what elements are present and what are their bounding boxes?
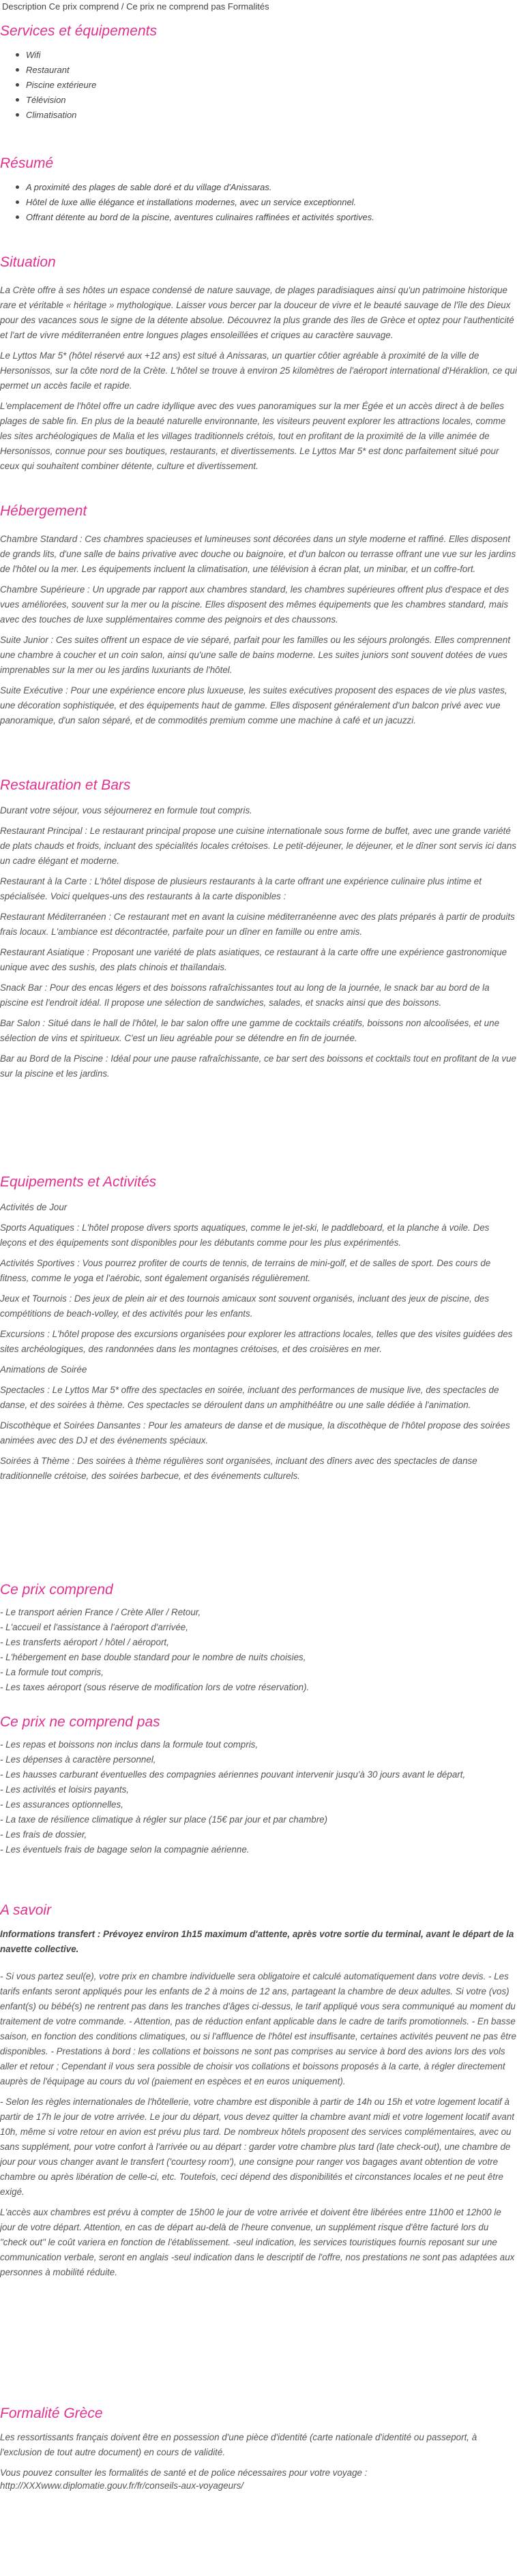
list-item: Offrant détente au bord de la piscine, aventures culinaires raffinées et activités sportives. [26, 210, 517, 225]
list-item: - Les taxes aéroport (sous réserve de modification lors de votre réservation). [0, 1682, 310, 1692]
list-item: - L'accueil et l'assistance à l'aéroport d'arrivée, [0, 1622, 188, 1632]
hebergement-paragraph: Chambre Supérieure : Un upgrade par rapport aux chambres standard, les chambres supérieures offrent plus d'espace et des vues améliorées, souvent sur la mer ou la piscine. Elles disposent des mêmes équipements que les chambres standard, mais avec des touches de luxe supplémentaires comme des peignoirs et des chaussons. [0, 584, 509, 625]
resume-list [0, 180, 517, 225]
restauration-paragraph: Bar Salon : Situé dans le hall de l'hôtel, le bar salon offre une gamme de cocktails créatifs, boissons non alcoolisées, et une sélection de vins et spiritueux. C'est un lieu agréable pour se détendre en fin de journée. [0, 1018, 500, 1043]
list-item: - Les activités et loisirs payants, [0, 1784, 130, 1795]
hebergement-paragraph: Suite Exécutive : Pour une expérience encore plus luxueuse, les suites exécutives proposent des espaces de vie plus vastes, une décoration sophistiquée, et des équipements haut de gamme. Elles disposent généralement d'un balcon privé avec vue panoramique, d'un salon séparé, et de commodités premium comme une machine à café et un jacuzzi. [0, 685, 507, 725]
list-item: - L'hébergement en base double standard pour le nombre de nuits choisies, [0, 1652, 306, 1662]
list-item: - Les éventuels frais de bagage selon la compagnie aérienne. [0, 1844, 250, 1855]
restauration-paragraph: Restaurant à la Carte : L'hôtel dispose de plusieurs restaurants à la carte offrant une expérience culinaire plus intime et spécialisée. Voici quelques-uns des restaurants à la carte disponibles : [0, 876, 482, 901]
formalite-paragraph: Les ressortissants français doivent être en possession d'une pièce d'identité (carte nationale d'identité ou passeport, à l'exclusion de tout autre document) en cours de validité. [0, 2432, 477, 2457]
list-item: Piscine extérieure [26, 78, 517, 93]
hebergement-section [0, 503, 517, 728]
activites-paragraph: Soirées à Thème : Des soirées à thème régulières sont organisées, incluant des dîners avec des spectacles de danse traditionnelle crétoise, des soirées barbecue, et des événements culturels. [0, 1456, 477, 1481]
ne-comprend-title: Ce prix ne comprend pas [0, 1714, 160, 1730]
resume-title: Résumé [0, 155, 54, 171]
activites-paragraph: Activités Sportives : Vous pourrez profiter de courts de tennis, de terrains de mini-golf, et de salles de sport. Des cours de fitness, comme le yoga et l'aérobic, sont également organisés régulièrement. [0, 1258, 491, 1283]
activites-subheading: Activités de Jour [0, 1202, 68, 1212]
activites-section [0, 1174, 517, 1484]
ne-comprend-section [0, 1714, 517, 1857]
restauration-paragraph: Bar au Bord de la Piscine : Idéal pour une pause rafraîchissante, ce bar sert des boissons et cocktails tout en profitant de la vue sur la piscine et les jardins. [0, 1053, 517, 1079]
list-item: - La taxe de résilience climatique à régler sur place (15€ par jour et par chambre) [0, 1814, 328, 1825]
restauration-paragraph: Snack Bar : Pour des encas légers et des boissons rafraîchissantes tout au long de la journée, le snack bar au bord de la piscine est l'endroit idéal. Il propose une sélection de sandwiches, salades, et snacks ainsi que des boissons. [0, 983, 490, 1008]
savoir-paragraph: - Si vous partez seul(e), votre prix en chambre individuelle sera obligatoire et calculé automatiquement dans votre devis. - Les tarifs enfants seront appliqués pour les enfants de 2 à moins de 12 ans, partageant la chambre de deux adultes. Si votre (vos) enfant(s) ou bébé(s) ne rentrent pas dans les tranches d'âges ci-dessus, le tarif appliqué vous sera communiqué au moment du traitement de votre commande. - Attention, pas de réduction enfant applicable dans le cadre de tarifs promotionnels. - En basse saison, en fonction des conditions climatiques, ou si l'affluence de l'hôtel est insuffisante, certaines activités peuvent ne pas être disponibles. - Prestations à bord : les collations et boissons ne sont pas comprises au service à bord des avions lors des vols aller et retour ; Cependant il vous sera possible de choisir vos collations et boissons proposés à la carte, à régler directement auprès de l'équipage au cours du vol (paiement en espèces et en euros uniquement). [0, 1971, 516, 2086]
restauration-paragraph: Restaurant Asiatique : Proposant une variété de plats asiatiques, ce restaurant à la carte offre une expérience gastronomique unique avec des sushis, des plats chinois et thaïlandais. [0, 947, 507, 972]
restauration-intro: Durant votre séjour, vous séjournerez en formule tout compris. [0, 805, 252, 815]
list-item: A proximité des plages de sable doré et du village d'Anissaras. [26, 180, 517, 195]
activites-paragraph: Spectacles : Le Lyttos Mar 5* offre des spectacles en soirée, incluant des performances de musique live, des spectacles de danse, et des soirées à thème. Ces spectacles se déroulent dans un amphithéâtre ou une salle dédiée à l'animation. [0, 1385, 499, 1410]
list-item: Wifi [26, 48, 517, 63]
hebergement-paragraph: Suite Junior : Ces suites offrent un espace de vie séparé, parfait pour les familles ou les séjours prolongés. Elles comprennent une chambre à coucher et un coin salon, ainsi qu'une salle de bains moderne. Les suites juniors sont souvent dotées de vues imprenables sur la mer ou les jardins luxuriants de l'hôtel. [0, 635, 511, 675]
list-item: - Les assurances optionnelles, [0, 1799, 123, 1810]
list-item: - Les transferts aéroport / hôtel / aéroport, [0, 1637, 169, 1647]
restauration-section [0, 777, 517, 1081]
activites-paragraph: Excursions : L'hôtel propose des excursions organisées pour explorer les attractions locales, telles que des visites guidées des sites archéologiques, des randonnées dans les montagnes crétoises, et des croisières en mer. [0, 1329, 513, 1354]
savoir-title: A savoir [0, 1902, 52, 1918]
restauration-paragraph: Restaurant Méditerranéen : Ce restaurant met en avant la cuisine méditerranéenne avec des plats préparés à partir de produits frais locaux. L'ambiance est décontractée, parfaite pour un dîner en famille ou entre amis. [0, 912, 515, 937]
list-item: - Les hausses carburant éventuelles des compagnies aériennes pouvant intervenir jusqu'à 30 jours avant le départ, [0, 1769, 466, 1780]
breadcrumb-text: Description Ce prix comprend / Ce prix ne comprend pas Formalités [2, 1, 269, 12]
activites-subheading: Animations de Soirée [0, 1364, 87, 1375]
restauration-paragraph: Restaurant Principal : Le restaurant principal propose une cuisine internationale sous forme de buffet, avec une grande variété de plats chauds et froids, incluant des spécialités locales crétoises. Le petit-déjeuner, le déjeuner, et le dîner sont servis ici dans un cadre élégant et moderne. [0, 826, 517, 866]
list-item: - Les frais de dossier, [0, 1829, 87, 1840]
services-list [0, 48, 517, 123]
list-item: - La formule tout compris, [0, 1667, 104, 1677]
restauration-title: Restauration et Bars [0, 777, 131, 793]
activites-title: Equipements et Activités [0, 1174, 157, 1190]
situation-paragraph: Le Lyttos Mar 5* (hôtel réservé aux +12 ans) est situé à Anissaras, un quartier côtier agréable à proximité de la ville de Hersonissos, sur la côte nord de la Crète. L'hôtel se trouve à environ 25 kilomètres de l'aéroport international d'Héraklion, ce qui permet un accès facile et rapide. [0, 350, 517, 391]
list-item: - Le transport aérien France / Crète Aller / Retour, [0, 1607, 201, 1617]
activites-paragraph: Sports Aquatiques : L'hôtel propose divers sports aquatiques, comme le jet-ski, le paddleboard, et la planche à voile. Des leçons et des équipements sont disponibles pour les débutants comme pour les plus expérimentés. [0, 1223, 490, 1248]
savoir-paragraph: - Selon les règles internationales de l'hôtellerie, votre chambre est disponible à partir de 14h ou 15h et votre logement locatif à partir de 17h le jour de votre arrivée. Le jour du départ, vous devez quitter la chambre avant midi et votre logement locatif avant 10h, même si votre retour en avion est prévu plus tard. De nombreux hôtels proposent des services complémentaires, avec ou sans supplément, pour votre confort à l'arrivée ou au départ : garder votre chambre plus tard (late check-out), une chambre de jour pour vous changer avant le transfert ('courtesy room'), une consigne pour ranger vos bagages avant obtention de votre chambre ou après libération de celle-ci, etc. Toutefois, ceci dépend des disponibilités et circonstances locales et ne peut être exigé. [0, 2097, 515, 2197]
list-item: Restaurant [26, 63, 517, 78]
situation-paragraph: La Crète offre à ses hôtes un espace condensé de nature sauvage, de plages paradisiaques ainsi qu'un patrimoine historique rare et véritable « héritage » mythologique. Laisser vous bercer par la douceur de vivre et le beauté sauvage de l'île des Dieux pour des vacances sous le signe de la détente absolue. Découvrez la plus grande des îles de Grèce et optez pour l'authenticité et l'art de vivre méditerranéen entre longues plages ensoleillées et criques au caractère sauvage. [0, 285, 514, 340]
situation-section [0, 254, 517, 474]
breadcrumb [0, 0, 517, 12]
activites-paragraph: Jeux et Tournois : Des jeux de plein air et des tournois amicaux sont souvent organisés, incluant des jeux de piscine, des compétitions de beach-volley, et des activités pour les enfants. [0, 1293, 490, 1319]
list-item: Climatisation [26, 108, 517, 123]
services-section [0, 23, 517, 123]
formalite-title: Formalité Grèce [0, 2406, 103, 2421]
situation-paragraph: L'emplacement de l'hôtel offre un cadre idyllique avec des vues panoramiques sur la mer Égée et un accès direct à de belles plages de sable fin. En plus de la beauté naturelle environnante, les visiteurs peuvent explorer les attractions locales, comme les sites archéologiques de Malia et les villages traditionnels crétois, tout en profitant de la proximité de la ville animée de Hersonissos, connue pour ses boutiques, restaurants, et divertissements. Le Lyttos Mar 5* est donc parfaitement situé pour ceux qui souhaitent combiner détente, culture et divertissement. [0, 401, 506, 471]
comprend-title: Ce prix comprend [0, 1582, 113, 1598]
formalite-section [0, 2406, 517, 2491]
list-item: Hôtel de luxe allie élégance et installations modernes, avec un service exceptionnel. [26, 195, 517, 210]
situation-title: Situation [0, 254, 56, 270]
hebergement-paragraph: Chambre Standard : Ces chambres spacieuses et lumineuses sont décorées dans un style moderne et raffiné. Elles disposent de grands lits, d'une salle de bains privative avec douche ou baignoire, et d'un balcon ou terrasse offrant une vue sur les jardins de l'hôtel ou la mer. Les équipements incluent la climatisation, une télévision à écran plat, un minibar, et un coffre-fort. [0, 534, 516, 574]
resume-section [0, 155, 517, 225]
activites-paragraph: Discothèque et Soirées Dansantes : Pour les amateurs de danse et de musique, la discothèque de l'hôtel propose des soirées animées avec des DJ et des événements spéciaux. [0, 1420, 510, 1446]
list-item: - Les dépenses à caractère personnel, [0, 1754, 156, 1765]
comprend-list [0, 1605, 517, 1695]
formalite-link[interactable]: http://XXXwww.diplomatie.gouv.fr/fr/conseils-aux-voyageurs/ [0, 2481, 243, 2491]
savoir-transfer-info: Informations transfert : Prévoyez environ 1h15 maximum d'attente, après votre sortie du terminal, avant le départ de la navette collective. [0, 1929, 514, 1954]
comprend-section [0, 1582, 517, 1695]
list-item: Télévision [26, 93, 517, 108]
list-item: - Les repas et boissons non inclus dans la formule tout compris, [0, 1739, 258, 1750]
formalite-paragraph: Vous pouvez consulter les formalités de santé et de police nécessaires pour votre voyage : [0, 2468, 368, 2478]
ne-comprend-list [0, 1737, 517, 1857]
savoir-paragraph: L'accès aux chambres est prévu à compter de 15h00 le jour de votre arrivée et doivent être libérées entre 11h00 et 12h00 le jour de votre départ. Attention, en cas de départ au-delà de l'heure convenue, un supplément risque d'être facturé lors du "check out" le coût variera en fonction de l'établissement. -seul indication, les services touristiques fournis reposant sur une communication verbale, seront en anglais -seul indication dans le descriptif de l'offre, nos prestations ne sont pas adaptées aux personnes à mobilité réduite. [0, 2207, 515, 2277]
hebergement-title: Hébergement [0, 503, 87, 519]
services-title: Services et équipements [0, 23, 157, 39]
savoir-section [0, 1902, 517, 2280]
